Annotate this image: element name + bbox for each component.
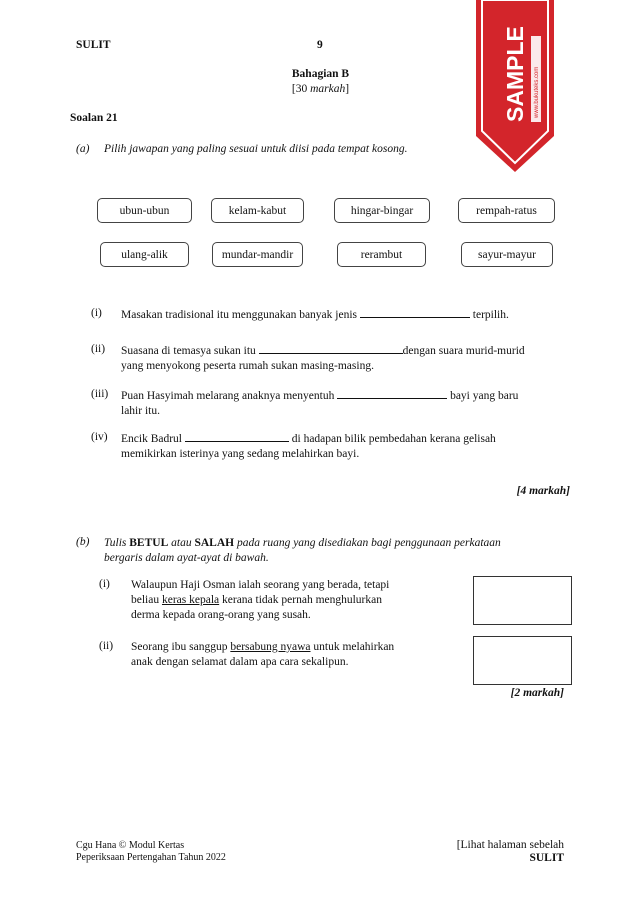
statement-text: Seorang ibu sanggup bersabung nyawa untuk melahirkan anak dengan selamat dalam apa cara sekalipun. <box>131 641 395 668</box>
answer-blank[interactable] <box>360 307 470 318</box>
question-title: Soalan 21 <box>70 112 118 124</box>
page-number: 9 <box>317 39 323 51</box>
answer-box[interactable] <box>473 576 572 625</box>
item-number: (ii) <box>91 343 106 355</box>
part-a-marks: [4 markah] <box>516 485 570 497</box>
answer-blank[interactable] <box>185 431 289 442</box>
word-box: rempah-ratus <box>458 198 555 223</box>
header-sulit: SULIT <box>76 39 111 51</box>
fill-in-sentence: Masakan tradisional itu menggunakan banyak jenis terpilih. <box>121 309 509 321</box>
stamp-subtext: www.bukuteks.com <box>534 66 540 118</box>
statement-text: Walaupun Haji Osman ialah seorang yang berada, tetapi beliau keras kepala kerana tidak pernah menghulurkan derma kepada orang-orang yang susah. <box>131 579 390 621</box>
fill-in-sentence: Puan Hasyimah melarang anaknya menyentuh bayi yang baru lahir itu. <box>121 390 519 417</box>
part-b-marks: [2 markah] <box>510 687 564 699</box>
part-b-label: (b) <box>76 536 90 548</box>
item-number: (ii) <box>99 640 114 652</box>
word-box: hingar-bingar <box>334 198 430 223</box>
answer-blank[interactable] <box>259 343 403 354</box>
part-b-instruction: Tulis BETUL atau SALAH pada ruang yang disediakan bagi penggunaan perkataan bergaris dalam ayat-ayat di bawah. <box>104 537 501 564</box>
word-box: mundar-mandir <box>212 242 303 267</box>
answer-box[interactable] <box>473 636 572 685</box>
answer-blank[interactable] <box>337 388 447 399</box>
item-number: (i) <box>91 307 102 319</box>
footer-right: [Lihat halaman sebelah SULIT <box>456 839 564 864</box>
section-title: Bahagian B <box>291 68 350 80</box>
item-number: (iv) <box>91 431 108 443</box>
word-box: rerambut <box>337 242 426 267</box>
fill-in-sentence: Suasana di temasya sukan itu dengan suara murid-murid yang menyokong peserta rumah sukan masing-masing. <box>121 345 525 372</box>
word-box: kelam-kabut <box>211 198 304 223</box>
section-marks: [30 markah] <box>291 83 350 95</box>
underlined-phrase: bersabung nyawa <box>230 641 311 653</box>
part-a-instruction: Pilih jawapan yang paling sesuai untuk diisi pada tempat kosong. <box>104 143 408 155</box>
word-box: sayur-mayur <box>461 242 553 267</box>
footer-left: Cgu Hana © Modul Kertas Peperiksaan Pertengahan Tahun 2022 <box>76 840 226 863</box>
part-a-label: (a) <box>76 143 90 155</box>
fill-in-sentence: Encik Badrul di hadapan bilik pembedahan kerana gelisah memikirkan isterinya yang sedang melahirkan bayi. <box>121 433 496 460</box>
word-box: ulang-alik <box>100 242 189 267</box>
underlined-phrase: keras kepala <box>161 594 220 606</box>
word-box: ubun-ubun <box>97 198 192 223</box>
stamp-text: SAMPLE <box>502 26 528 122</box>
item-number: (i) <box>99 578 110 590</box>
item-number: (iii) <box>91 388 109 400</box>
